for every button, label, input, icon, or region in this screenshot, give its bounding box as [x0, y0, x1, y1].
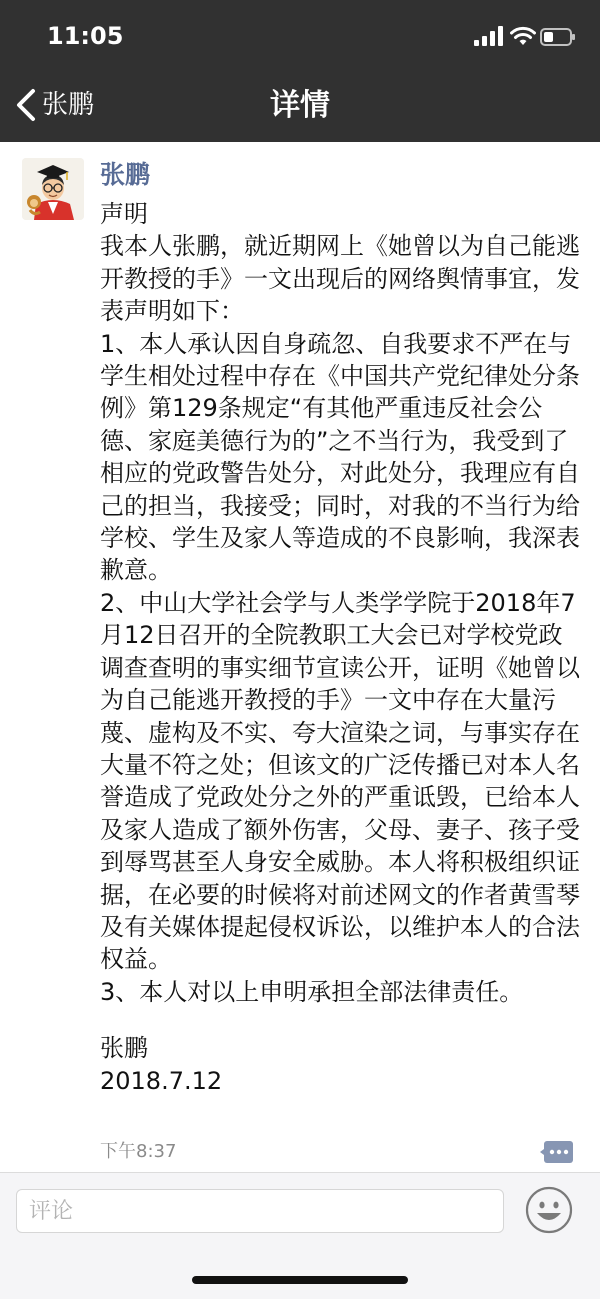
smiley-icon[interactable]	[524, 1185, 574, 1235]
back-label: 张鹏	[42, 90, 95, 120]
paragraph: 我本人张鹏，就近期网上《她曾以为自己能逃开教授的手》一文出现后的网络舆情事宜，发表声明如下：	[100, 232, 580, 326]
paragraph: 1、本人承认因自身疏忽、自我要求不严在与学生相处过程中存在《中国共产党纪律处分条例》第129条规定“有其他严重违反社会公德、家庭美德行为的”之不当行为，我受到了相应的党政警告处分，对此处分，我理应有自己的担当，我接受；同时，对我的不当行为给学校、学生及家人等造成的不良影响，我深表歉意。	[100, 329, 580, 585]
paragraph: 2、中山大学社会学与人类学学院于2018年7月12日召开的全院教职工大会已对学校党政调查查明的事实细节宣读公开，证明《她曾以为自己能逃开教授的手》一文中存在大量污蔑、虚构及不实、夸大渲染之词，与事实存在大量不符之处；但该文的广泛传播已对本人名誉造成了党政处分之外的严重诋毁，已给本人及家人造成了额外伤害，父母、妻子、孩子受到辱骂甚至人身安全威胁。本人将积极组织证据，在必要的时候将对前述网文的作者黄雪琴及有关媒体提起侵权诉讼，以维护本人的合法权益。	[100, 588, 580, 974]
battery-icon	[540, 28, 576, 46]
comment-input[interactable]	[16, 1189, 504, 1233]
page-title: 详情	[270, 88, 330, 123]
header	[0, 0, 600, 142]
paragraph: 声明	[100, 200, 148, 228]
avatar[interactable]	[22, 158, 84, 220]
paragraph: 3、本人对以上申明承担全部法律责任。	[100, 977, 524, 1006]
wifi-icon	[510, 26, 536, 46]
avatar-image	[22, 158, 84, 220]
signature-date: 2018.7.12	[100, 1066, 223, 1095]
signature: 张鹏	[100, 1034, 148, 1063]
post-content	[100, 198, 586, 1097]
author-name[interactable]: 张鹏	[100, 160, 151, 189]
status-time: 11:05	[47, 22, 124, 50]
signal-icon	[474, 26, 504, 46]
comment-icon[interactable]	[540, 1140, 574, 1164]
home-indicator[interactable]	[192, 1276, 408, 1284]
spacer	[100, 1008, 586, 1032]
post-time: 下午8:37	[100, 1141, 177, 1162]
